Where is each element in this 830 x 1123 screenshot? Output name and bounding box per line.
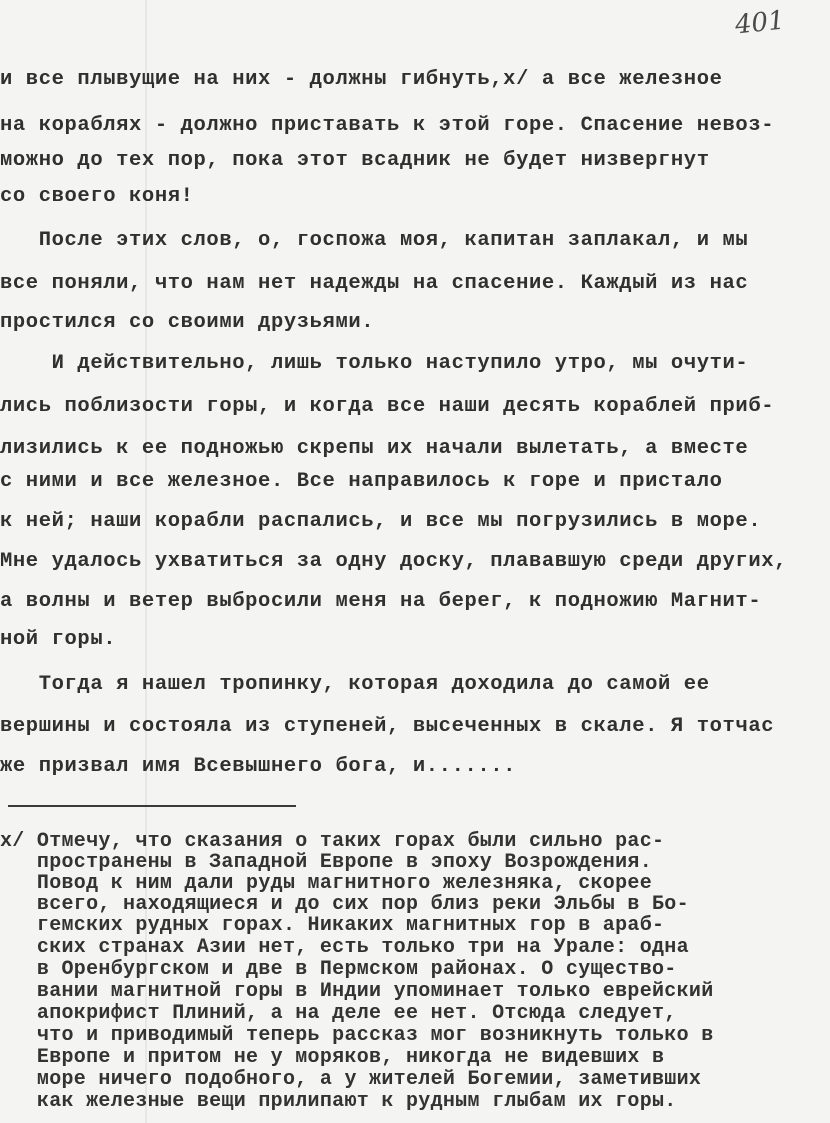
footnote-line: море ничего подобного, а у жителей Богемии, заметивших xyxy=(0,1068,702,1091)
footnote-line: пространены в Западной Европе в эпоху Возрождения. xyxy=(0,851,653,874)
footnote-line: Повод к ним дали руды магнитного железняка, скорее xyxy=(0,872,653,895)
text-line: простился со своими друзьями. xyxy=(0,311,375,334)
footnote-line: x/ Отмечу, что сказания о таких горах были сильно рас- xyxy=(0,830,665,853)
footnote-line: апокрифист Плиний, а на деле ее нет. Отсюда следует, xyxy=(0,1002,677,1025)
footnote-line: как железные вещи прилипают к рудным глыбам их горы. xyxy=(0,1090,677,1113)
footnote-line: всего, находящиеся и до сих пор близ реки Эльбы в Бо- xyxy=(0,893,689,916)
text-line: лизились к ее подножью скрепы их начали вылетать, а вместе xyxy=(0,437,749,460)
footnote-line: что и приводимый теперь рассказ мог возникнуть только в xyxy=(0,1024,714,1047)
text-line: к ней; наши корабли распались, и все мы погрузились в море. xyxy=(0,510,762,533)
footnote-line: вании магнитной горы в Индии упоминает только еврейский xyxy=(0,980,714,1003)
text-line: со своего коня! xyxy=(0,185,194,208)
footnote-divider xyxy=(8,805,296,807)
text-line: с ними и все железное. Все направилось к горе и пристало xyxy=(0,470,723,493)
footnote-line: Европе и притом не у моряков, никогда не видевших в xyxy=(0,1046,665,1069)
text-line: все поняли, что нам нет надежды на спасение. Каждый из нас xyxy=(0,272,749,295)
text-line: же призвал имя Всевышнего бога, и....... xyxy=(0,755,517,778)
footnote-line: гемских рудных горах. Никаких магнитных гор в араб- xyxy=(0,914,665,937)
text-line: на кораблях - должно приставать к этой горе. Спасение невоз- xyxy=(0,114,775,137)
text-line: ной горы. xyxy=(0,628,117,651)
footnote-line: ских странах Азии нет, есть только три на Урале: одна xyxy=(0,936,689,959)
text-line: лись поблизости горы, и когда все наши десять кораблей приб- xyxy=(0,395,775,418)
text-line: вершины и состояла из ступеней, высеченных в скале. Я тотчас xyxy=(0,715,775,738)
text-line: можно до тех пор, пока этот всадник не будет низвергнут xyxy=(0,149,710,172)
text-line: Тогда я нашел тропинку, которая доходила до самой ее xyxy=(0,673,710,696)
text-line: После этих слов, о, госпожа моя, капитан заплакал, и мы xyxy=(0,229,749,252)
text-line: И действительно, лишь только наступило утро, мы очути- xyxy=(0,352,749,375)
text-line: Мне удалось ухватиться за одну доску, плававшую среди других, xyxy=(0,550,788,573)
page-number: 401 xyxy=(733,5,787,41)
text-line: а волны и ветер выбросили меня на берег, к подножию Магнит- xyxy=(0,590,762,613)
text-line: и все плывущие на них - должны гибнуть,x/ а все железное xyxy=(0,68,723,91)
footnote-line: в Оренбургском и две в Пермском районах. О существо- xyxy=(0,958,677,981)
